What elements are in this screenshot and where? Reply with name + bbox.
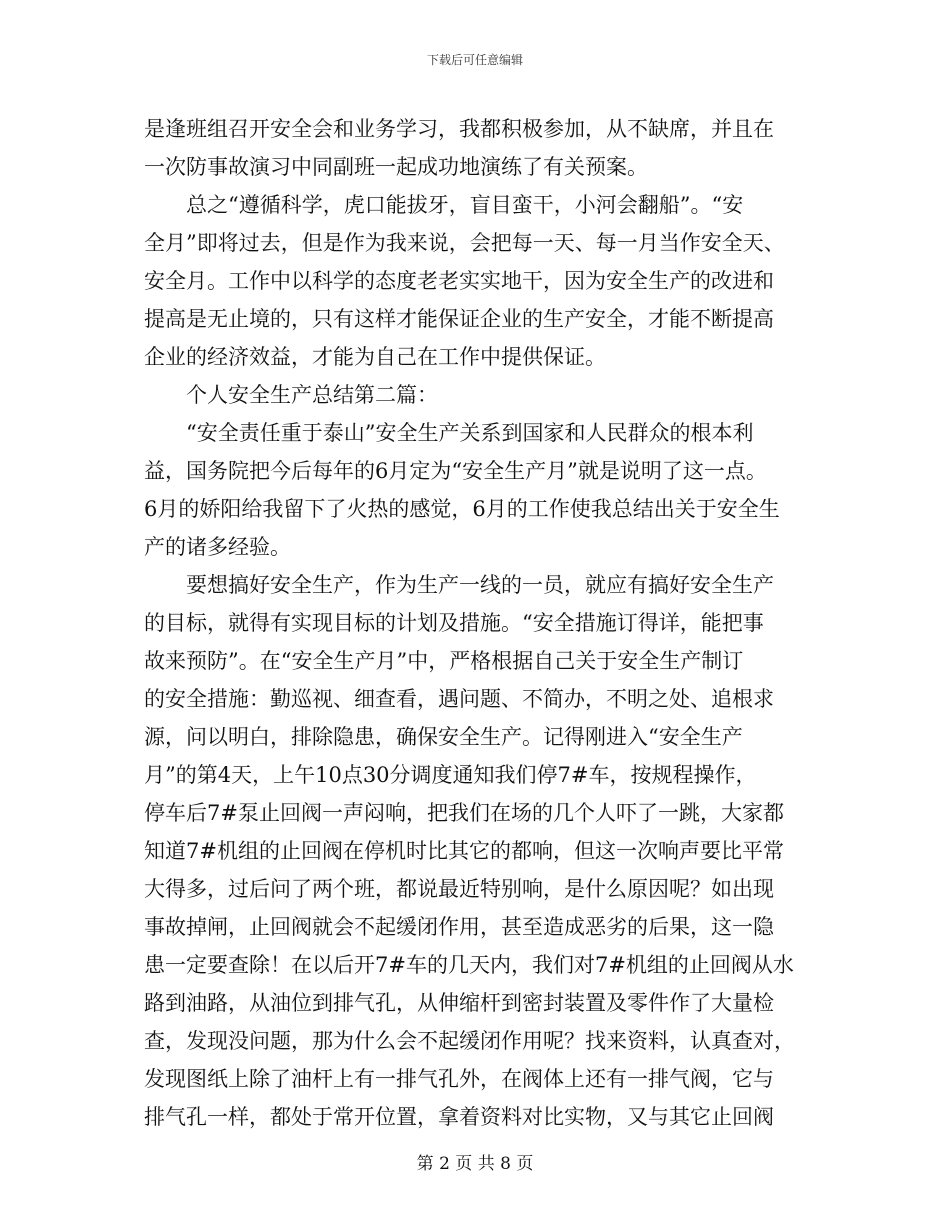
text-line: “安全责任重于泰山”安全生产关系到国家和人民群众的根本利	[186, 421, 754, 445]
text-line: 益，国务院把今后每年的6月定为“安全生产月”就是说明了这一点。	[144, 459, 767, 483]
text-line: 产的诸多经验。	[144, 535, 291, 559]
text-line: 要想搞好安全生产，作为生产一线的一员，就应有搞好安全生产	[186, 573, 774, 597]
text-line: 患一定要查除！在以后开7#车的几天内，我们对7#机组的止回阀从水	[144, 953, 794, 977]
text-line: 发现图纸上除了油杆上有一排气孔外，在阀体上还有一排气阀，它与	[144, 1067, 774, 1091]
text-line: 大得多，过后问了两个班，都说最近特别响，是什么原因呢？如出现	[144, 877, 774, 901]
text-line: 故来预防”。在“安全生产月”中，严格根据自己关于安全生产制订	[144, 649, 744, 673]
text-line: 源，问以明白，排除隐患，确保安全生产。记得刚进入“安全生产	[144, 725, 743, 749]
text-line: 6月的娇阳给我留下了火热的感觉，6月的工作使我总结出关于安全生	[144, 497, 780, 521]
text-line: 路到油路，从油位到排气孔，从伸缩杆到密封装置及零件作了大量检	[144, 991, 774, 1015]
text-line: 一次防事故演习中同副班一起成功地演练了有关预案。	[144, 155, 648, 179]
text-line: 企业的经济效益，才能为自己在工作中提供保证。	[144, 345, 606, 369]
text-line: 提高是无止境的，只有这样才能保证企业的生产安全，才能不断提高	[144, 307, 774, 331]
text-line: 安全月。工作中以科学的态度老老实实地干，因为安全生产的改进和	[144, 269, 774, 293]
text-line: 的安全措施：勤巡视、细查看，遇问题、不简办，不明之处、追根求	[144, 687, 774, 711]
text-line: 全月”即将过去，但是作为我来说，会把每一天、每一月当作安全天、	[144, 231, 785, 255]
text-line: 知道7#机组的止回阀在停机时比其它的都响，但这一次响声要比平常	[144, 839, 784, 863]
page-number-footer: 第 2 页 共 8 页	[416, 1154, 534, 1174]
text-line: 查，发现没问题，那为什么会不起缓闭作用呢？找来资料，认真查对，	[144, 1029, 795, 1053]
section-heading: 个人安全生产总结第二篇：	[186, 383, 438, 407]
text-line: 排气孔一样，都处于常开位置，拿着资料对比实物，又与其它止回阀	[144, 1105, 774, 1129]
text-line: 是逢班组召开安全会和业务学习，我都积极参加，从不缺席，并且在	[144, 117, 774, 141]
text-line: 的目标，就得有实现目标的计划及措施。“安全措施订得详，能把事	[144, 611, 764, 635]
text-line: 月”的第4天，上午10点30分调度通知我们停7#车，按规程操作，	[144, 763, 757, 787]
page-header-note: 下载后可任意编辑	[426, 53, 523, 67]
text-line: 事故掉闸，止回阀就会不起缓闭作用，甚至造成恶劣的后果，这一隐	[144, 915, 774, 939]
text-line: 停车后7#泵止回阀一声闷响，把我们在场的几个人吓了一跳，大家都	[144, 801, 784, 825]
text-line: 总之“遵循科学，虎口能拔牙，盲目蛮干，小河会翻船”。“安	[186, 193, 744, 217]
